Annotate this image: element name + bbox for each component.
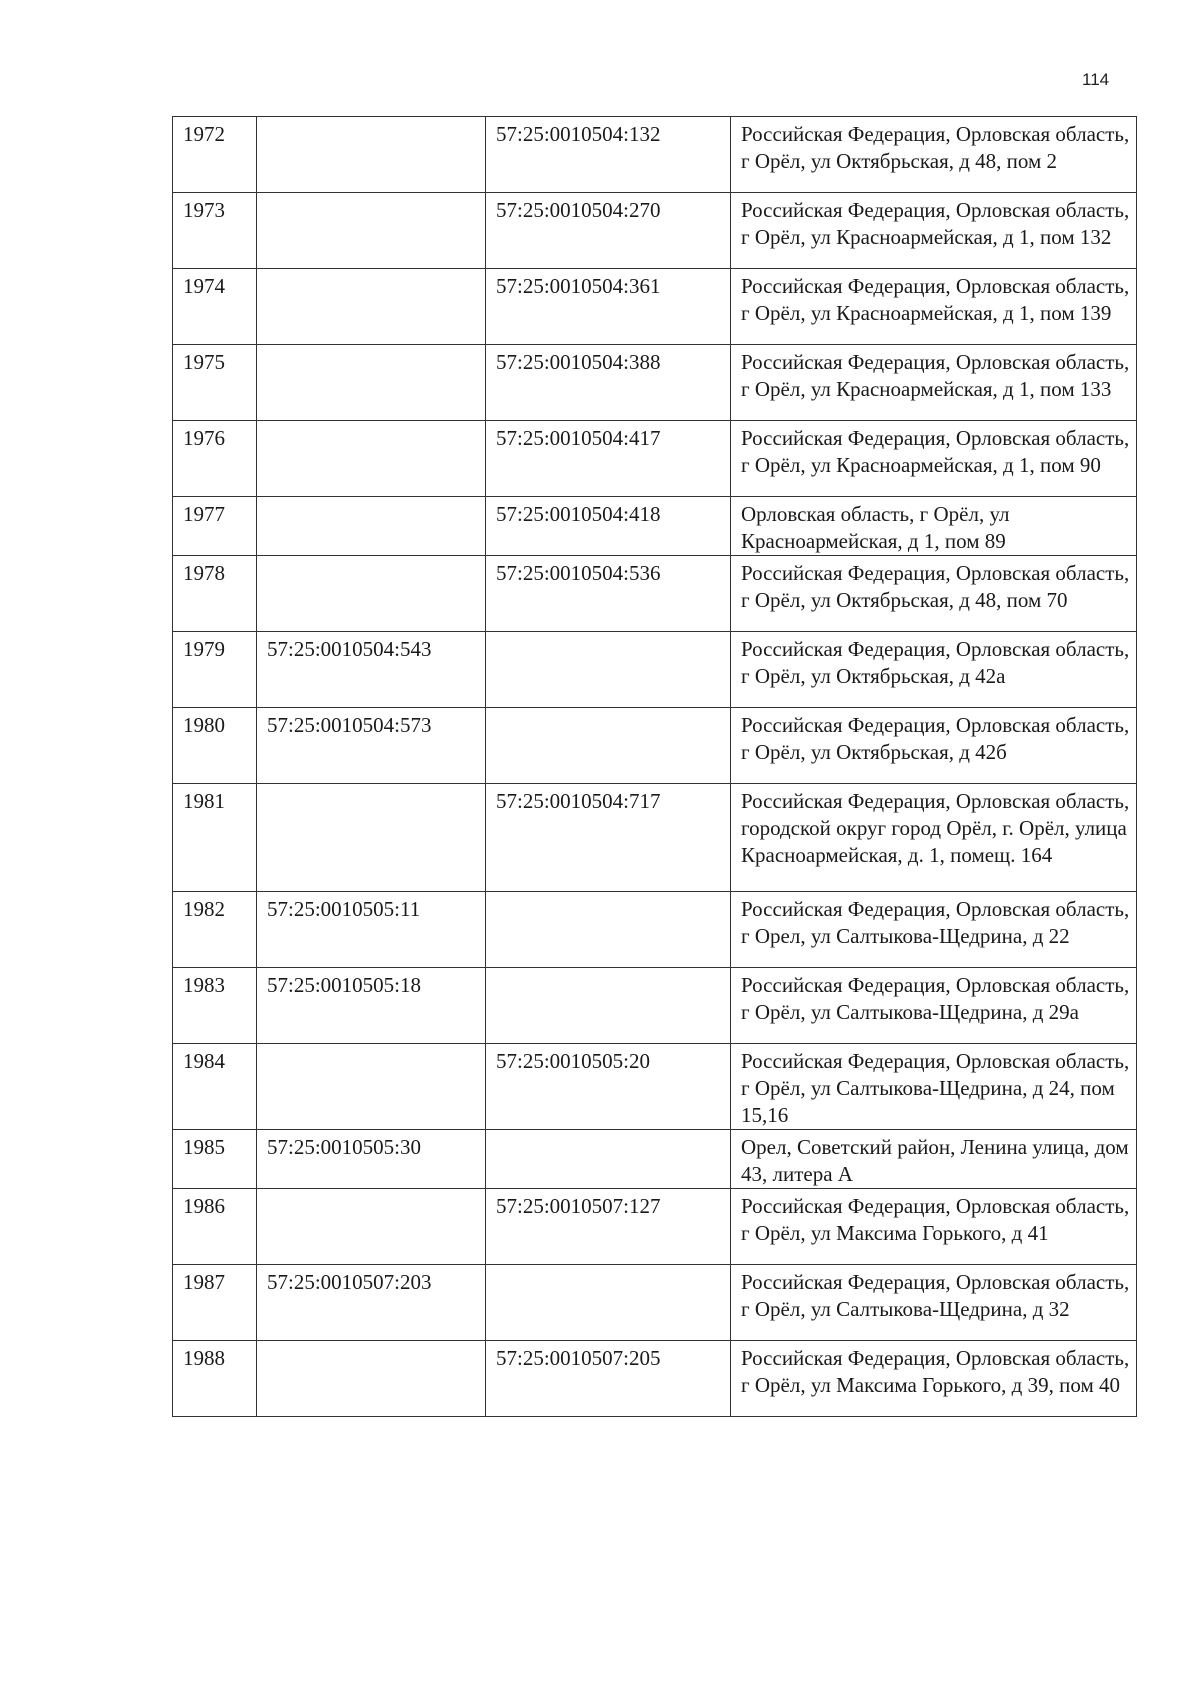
object-cadastral-number: [486, 1265, 731, 1341]
object-cadastral-number: 57:25:0010504:418: [486, 497, 731, 556]
object-cadastral-number: [486, 632, 731, 708]
address: Российская Федерация, Орловская область, г Орёл, ул Красноармейская, д 1, пом 132: [731, 193, 1137, 269]
land-cadastral-number: [257, 421, 486, 497]
table-row: [173, 345, 1137, 421]
address: Российская Федерация, Орловская область, г Орёл, ул Максима Горького, д 41: [731, 1189, 1137, 1265]
table-row: [173, 892, 1137, 968]
land-cadastral-number: 57:25:0010507:203: [257, 1265, 486, 1341]
row-number: 1975: [173, 345, 257, 421]
object-cadastral-number: [486, 708, 731, 784]
address: Российская Федерация, Орловская область, г Орёл, ул Красноармейская, д 1, пом 139: [731, 269, 1137, 345]
address: Российская Федерация, Орловская область, г Орёл, ул Октябрьская, д 48, пом 2: [731, 117, 1137, 193]
table-row: [173, 1265, 1137, 1341]
address: Российская Федерация, Орловская область, г Орёл, ул Октябрьская, д 42а: [731, 632, 1137, 708]
page-number: 114: [1082, 70, 1110, 89]
object-cadastral-number: [486, 1130, 731, 1189]
table-row: [173, 421, 1137, 497]
row-number: 1976: [173, 421, 257, 497]
row-number: 1979: [173, 632, 257, 708]
row-number: 1981: [173, 784, 257, 892]
address: Российская Федерация, Орловская область, г Орёл, ул Салтыкова-Щедрина, д 29а: [731, 968, 1137, 1044]
object-cadastral-number: 57:25:0010505:20: [486, 1044, 731, 1130]
address: Российская Федерация, Орловская область, г Орёл, ул Красноармейская, д 1, пом 133: [731, 345, 1137, 421]
registry-table: [172, 116, 1137, 1417]
land-cadastral-number: 57:25:0010505:30: [257, 1130, 486, 1189]
land-cadastral-number: [257, 269, 486, 345]
table-row: [173, 632, 1137, 708]
table-row: [173, 1189, 1137, 1265]
row-number: 1972: [173, 117, 257, 193]
object-cadastral-number: 57:25:0010504:388: [486, 345, 731, 421]
address: Российская Федерация, Орловская область, городской округ город Орёл, г. Орёл, улица Красноармейская, д. 1, помещ. 164: [731, 784, 1137, 892]
address: Российская Федерация, Орловская область, г Орёл, ул Красноармейская, д 1, пом 90: [731, 421, 1137, 497]
object-cadastral-number: 57:25:0010504:361: [486, 269, 731, 345]
table-row: [173, 497, 1137, 556]
address: Орловская область, г Орёл, ул Красноармейская, д 1, пом 89: [731, 497, 1137, 556]
row-number: 1987: [173, 1265, 257, 1341]
land-cadastral-number: [257, 1044, 486, 1130]
address: Российская Федерация, Орловская область, г Орёл, ул Салтыкова-Щедрина, д 32: [731, 1265, 1137, 1341]
land-cadastral-number: [257, 117, 486, 193]
land-cadastral-number: [257, 345, 486, 421]
land-cadastral-number: [257, 784, 486, 892]
land-cadastral-number: [257, 556, 486, 632]
object-cadastral-number: 57:25:0010507:205: [486, 1341, 731, 1417]
table-row: [173, 117, 1137, 193]
row-number: 1983: [173, 968, 257, 1044]
row-number: 1982: [173, 892, 257, 968]
table-row: [173, 269, 1137, 345]
row-number: 1988: [173, 1341, 257, 1417]
table-row: [173, 784, 1137, 892]
object-cadastral-number: 57:25:0010504:417: [486, 421, 731, 497]
land-cadastral-number: 57:25:0010504:573: [257, 708, 486, 784]
object-cadastral-number: [486, 892, 731, 968]
address: Российская Федерация, Орловская область, г Орёл, ул Максима Горького, д 39, пом 40: [731, 1341, 1137, 1417]
address: Российская Федерация, Орловская область, г Орёл, ул Салтыкова-Щедрина, д 24, пом 15,16: [731, 1044, 1137, 1130]
object-cadastral-number: [486, 968, 731, 1044]
object-cadastral-number: 57:25:0010507:127: [486, 1189, 731, 1265]
table-row: [173, 1044, 1137, 1130]
row-number: 1973: [173, 193, 257, 269]
address: Российская Федерация, Орловская область, г Орел, ул Салтыкова-Щедрина, д 22: [731, 892, 1137, 968]
table-row: [173, 968, 1137, 1044]
object-cadastral-number: 57:25:0010504:270: [486, 193, 731, 269]
land-cadastral-number: [257, 193, 486, 269]
address: Орел, Советский район, Ленина улица, дом 43, литера А: [731, 1130, 1137, 1189]
land-cadastral-number: 57:25:0010505:11: [257, 892, 486, 968]
land-cadastral-number: [257, 497, 486, 556]
object-cadastral-number: 57:25:0010504:536: [486, 556, 731, 632]
land-cadastral-number: [257, 1189, 486, 1265]
row-number: 1974: [173, 269, 257, 345]
address: Российская Федерация, Орловская область, г Орёл, ул Октябрьская, д 42б: [731, 708, 1137, 784]
table-row: [173, 1341, 1137, 1417]
table-row: [173, 556, 1137, 632]
row-number: 1980: [173, 708, 257, 784]
address: Российская Федерация, Орловская область, г Орёл, ул Октябрьская, д 48, пом 70: [731, 556, 1137, 632]
row-number: 1977: [173, 497, 257, 556]
table-row: [173, 1130, 1137, 1189]
land-cadastral-number: 57:25:0010505:18: [257, 968, 486, 1044]
land-cadastral-number: [257, 1341, 486, 1417]
row-number: 1985: [173, 1130, 257, 1189]
table-row: [173, 193, 1137, 269]
row-number: 1984: [173, 1044, 257, 1130]
object-cadastral-number: 57:25:0010504:717: [486, 784, 731, 892]
object-cadastral-number: 57:25:0010504:132: [486, 117, 731, 193]
land-cadastral-number: 57:25:0010504:543: [257, 632, 486, 708]
row-number: 1978: [173, 556, 257, 632]
table-row: [173, 708, 1137, 784]
row-number: 1986: [173, 1189, 257, 1265]
